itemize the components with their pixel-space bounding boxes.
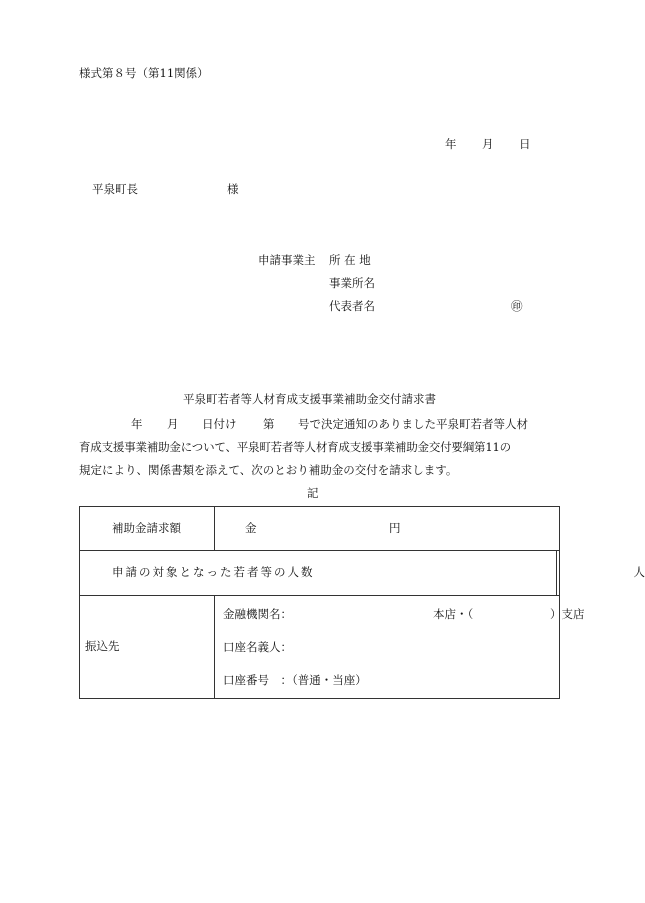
applicant-count-value-cell[interactable] [557,551,645,596]
transfer-label-cell [80,596,215,699]
applicant-label: 申請事業主 [258,253,316,267]
applicant-count-row [80,551,560,596]
representative-label: 代表者名 [329,299,375,313]
transfer-row [80,596,560,699]
claim-amount-value-cell[interactable] [215,507,560,551]
account-holder-label: 口座名義人： [223,640,292,654]
addressee-honorific: 様 [227,182,239,196]
body-dated: 日付け [202,417,237,431]
date-day: 日 [519,137,531,151]
applicant-count-label: 申請の対象となった若者等の人数 [112,565,315,579]
address-label: 所 在 地 [329,253,371,267]
claim-amount-row [80,507,560,551]
claim-amount-unit: 円 [389,521,401,535]
seal-mark: ㊞ [511,299,523,313]
claim-amount-label: 補助金請求額 [112,521,181,535]
claim-amount-label-cell [80,507,215,551]
business-name-label: 事業所名 [329,276,375,290]
date-year: 年 [445,137,457,151]
branch-head: 本店・（ [433,607,474,621]
addressee-name: 平泉町長 [92,182,138,196]
account-number-label: 口座番号 ：（普通・当座） [223,673,367,687]
branch-tail: ）支店 [550,607,585,621]
body-line3: 規定により、関係書類を添えて、次のとおり補助金の交付を請求します。 [79,463,458,477]
transfer-label: 振込先 [85,639,120,653]
body-line1-rest: 号で決定通知のありました平泉町若者等人材 [298,417,528,431]
body-year: 年 [131,417,143,431]
body-no: 第 [263,417,275,431]
claim-amount-prefix: 金 [245,521,257,535]
applicant-count-label-cell [80,551,557,596]
date-month: 月 [482,137,494,151]
bank-name-label: 金融機関名： [223,607,292,621]
document-title: 平泉町若者等人材育成支援事業補助金交付請求書 [183,392,436,406]
ki-mark: 記 [307,486,319,500]
body-line2: 育成支援事業補助金について、平泉町若者等人材育成支援事業補助金交付要綱第11の [79,440,511,454]
body-month: 月 [167,417,179,431]
applicant-count-unit: 人 [633,565,645,579]
claim-table [79,506,645,699]
transfer-details-cell[interactable] [215,596,585,699]
form-number: 様式第８号（第11関係） [79,66,209,80]
